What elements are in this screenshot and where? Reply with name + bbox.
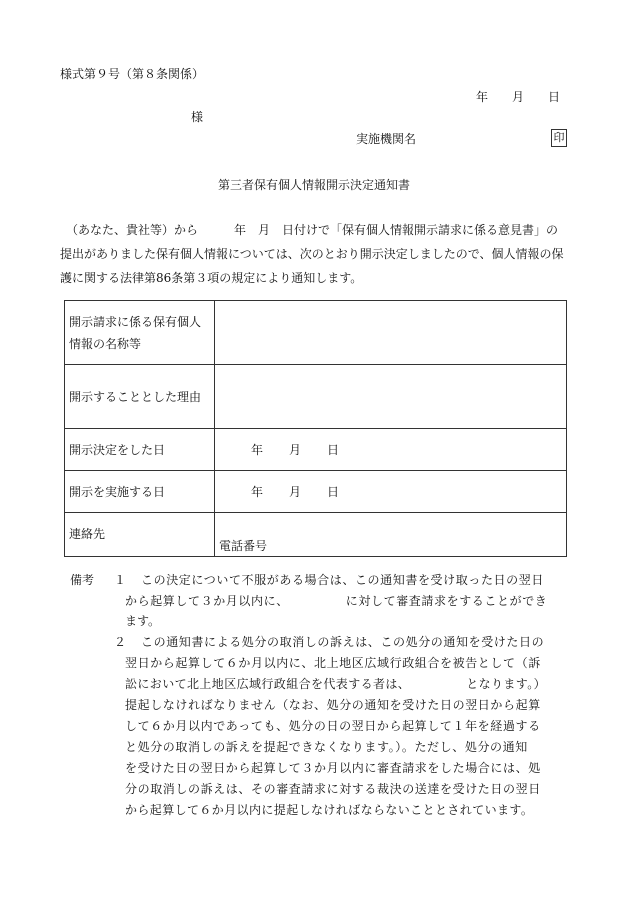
body-line: 提出がありました保有個人情報については、次のとおり開示決定しましたので、個人情報の保 bbox=[60, 247, 564, 261]
body-paragraph bbox=[60, 218, 580, 290]
info-name-value bbox=[215, 301, 567, 365]
decision-date-label: 開示決定をした日 bbox=[65, 429, 215, 471]
reason-value bbox=[215, 365, 567, 429]
remark-number-1: １ bbox=[114, 573, 127, 587]
remark-line: ます。 bbox=[125, 614, 161, 628]
implementation-date-day: 日 bbox=[327, 484, 340, 499]
table-row bbox=[65, 513, 567, 557]
date-month-label: 月 bbox=[512, 90, 525, 104]
issuer-label: 実施機関名 bbox=[356, 132, 417, 146]
table-row bbox=[65, 301, 567, 365]
remark-line: 分の取消しの訴えは、その審査請求に対する裁決の送達を受けた日の翌日 bbox=[125, 782, 541, 796]
remark-line: から起算して６か月以内に提起しなければならないこととされています。 bbox=[125, 803, 534, 817]
reason-label: 開示することとした理由 bbox=[65, 365, 215, 429]
document-title: 第三者保有個人情報開示決定通知書 bbox=[218, 178, 411, 192]
remark-line: を受けた日の翌日から起算して３か月以内に審査請求をした場合には、処 bbox=[125, 761, 541, 775]
implementation-date-value bbox=[215, 471, 567, 513]
decision-date-year: 年 bbox=[251, 442, 264, 457]
remark-line: 訟において北上地区広域行政組合を代表する者は、 となります。） bbox=[125, 677, 547, 691]
remark-line: 提起しなければなりません（なお、処分の通知を受けた日の翌日から起算 bbox=[125, 698, 541, 712]
body-line: 護に関する法律第86条第３項の規定により通知します。 bbox=[60, 271, 363, 285]
contact-value bbox=[215, 513, 567, 557]
form-number: 様式第９号（第８条関係） bbox=[60, 67, 205, 81]
table-row bbox=[65, 365, 567, 429]
table-row bbox=[65, 471, 567, 513]
addressee-suffix: 様 bbox=[191, 110, 204, 124]
info-name-label-line2: 情報の名称等 bbox=[69, 336, 142, 351]
contact-label: 連絡先 bbox=[65, 513, 215, 557]
remark-line: この通知書による処分の取消しの訴えは、この処分の通知を受けた日の bbox=[141, 635, 545, 649]
decision-date-day: 日 bbox=[327, 442, 340, 457]
table-row bbox=[65, 429, 567, 471]
remark-line: この決定について不服がある場合は、この通知書を受け取った日の翌日 bbox=[141, 573, 544, 587]
body-line: （あなた、貴社等）から 年 月 日付けで「保有個人情報開示請求に係る意見書」の bbox=[66, 223, 559, 237]
decision-date-month: 月 bbox=[289, 442, 302, 457]
decision-date-value bbox=[215, 429, 567, 471]
seal-stamp: 印 bbox=[551, 129, 567, 147]
implementation-date-year: 年 bbox=[251, 484, 264, 499]
disclosure-table bbox=[64, 300, 567, 557]
implementation-date-label: 開示を実施する日 bbox=[65, 471, 215, 513]
phone-number-label: 電話番号 bbox=[219, 539, 268, 553]
implementation-date-month: 月 bbox=[289, 484, 302, 499]
info-name-label-line1: 開示請求に係る保有個人 bbox=[69, 314, 202, 329]
date-year-label: 年 bbox=[476, 90, 489, 104]
remark-line: して６か月以内であっても、処分の日の翌日から起算して１年を経過する bbox=[125, 719, 541, 733]
remark-line: と処分の取消しの訴えを提起できなくなります。）。ただし、処分の通知 bbox=[125, 740, 528, 754]
remark-line: から起算して３か月以内に、 に対して審査請求をすることができ bbox=[125, 594, 548, 608]
remarks-heading: 備考 bbox=[70, 573, 95, 587]
remark-number-2: ２ bbox=[114, 635, 127, 649]
remark-line: 翌日から起算して６か月以内に、北上地区広域行政組合を被告として（訴 bbox=[125, 656, 541, 670]
info-name-label bbox=[65, 301, 215, 365]
date-day-label: 日 bbox=[548, 90, 561, 104]
